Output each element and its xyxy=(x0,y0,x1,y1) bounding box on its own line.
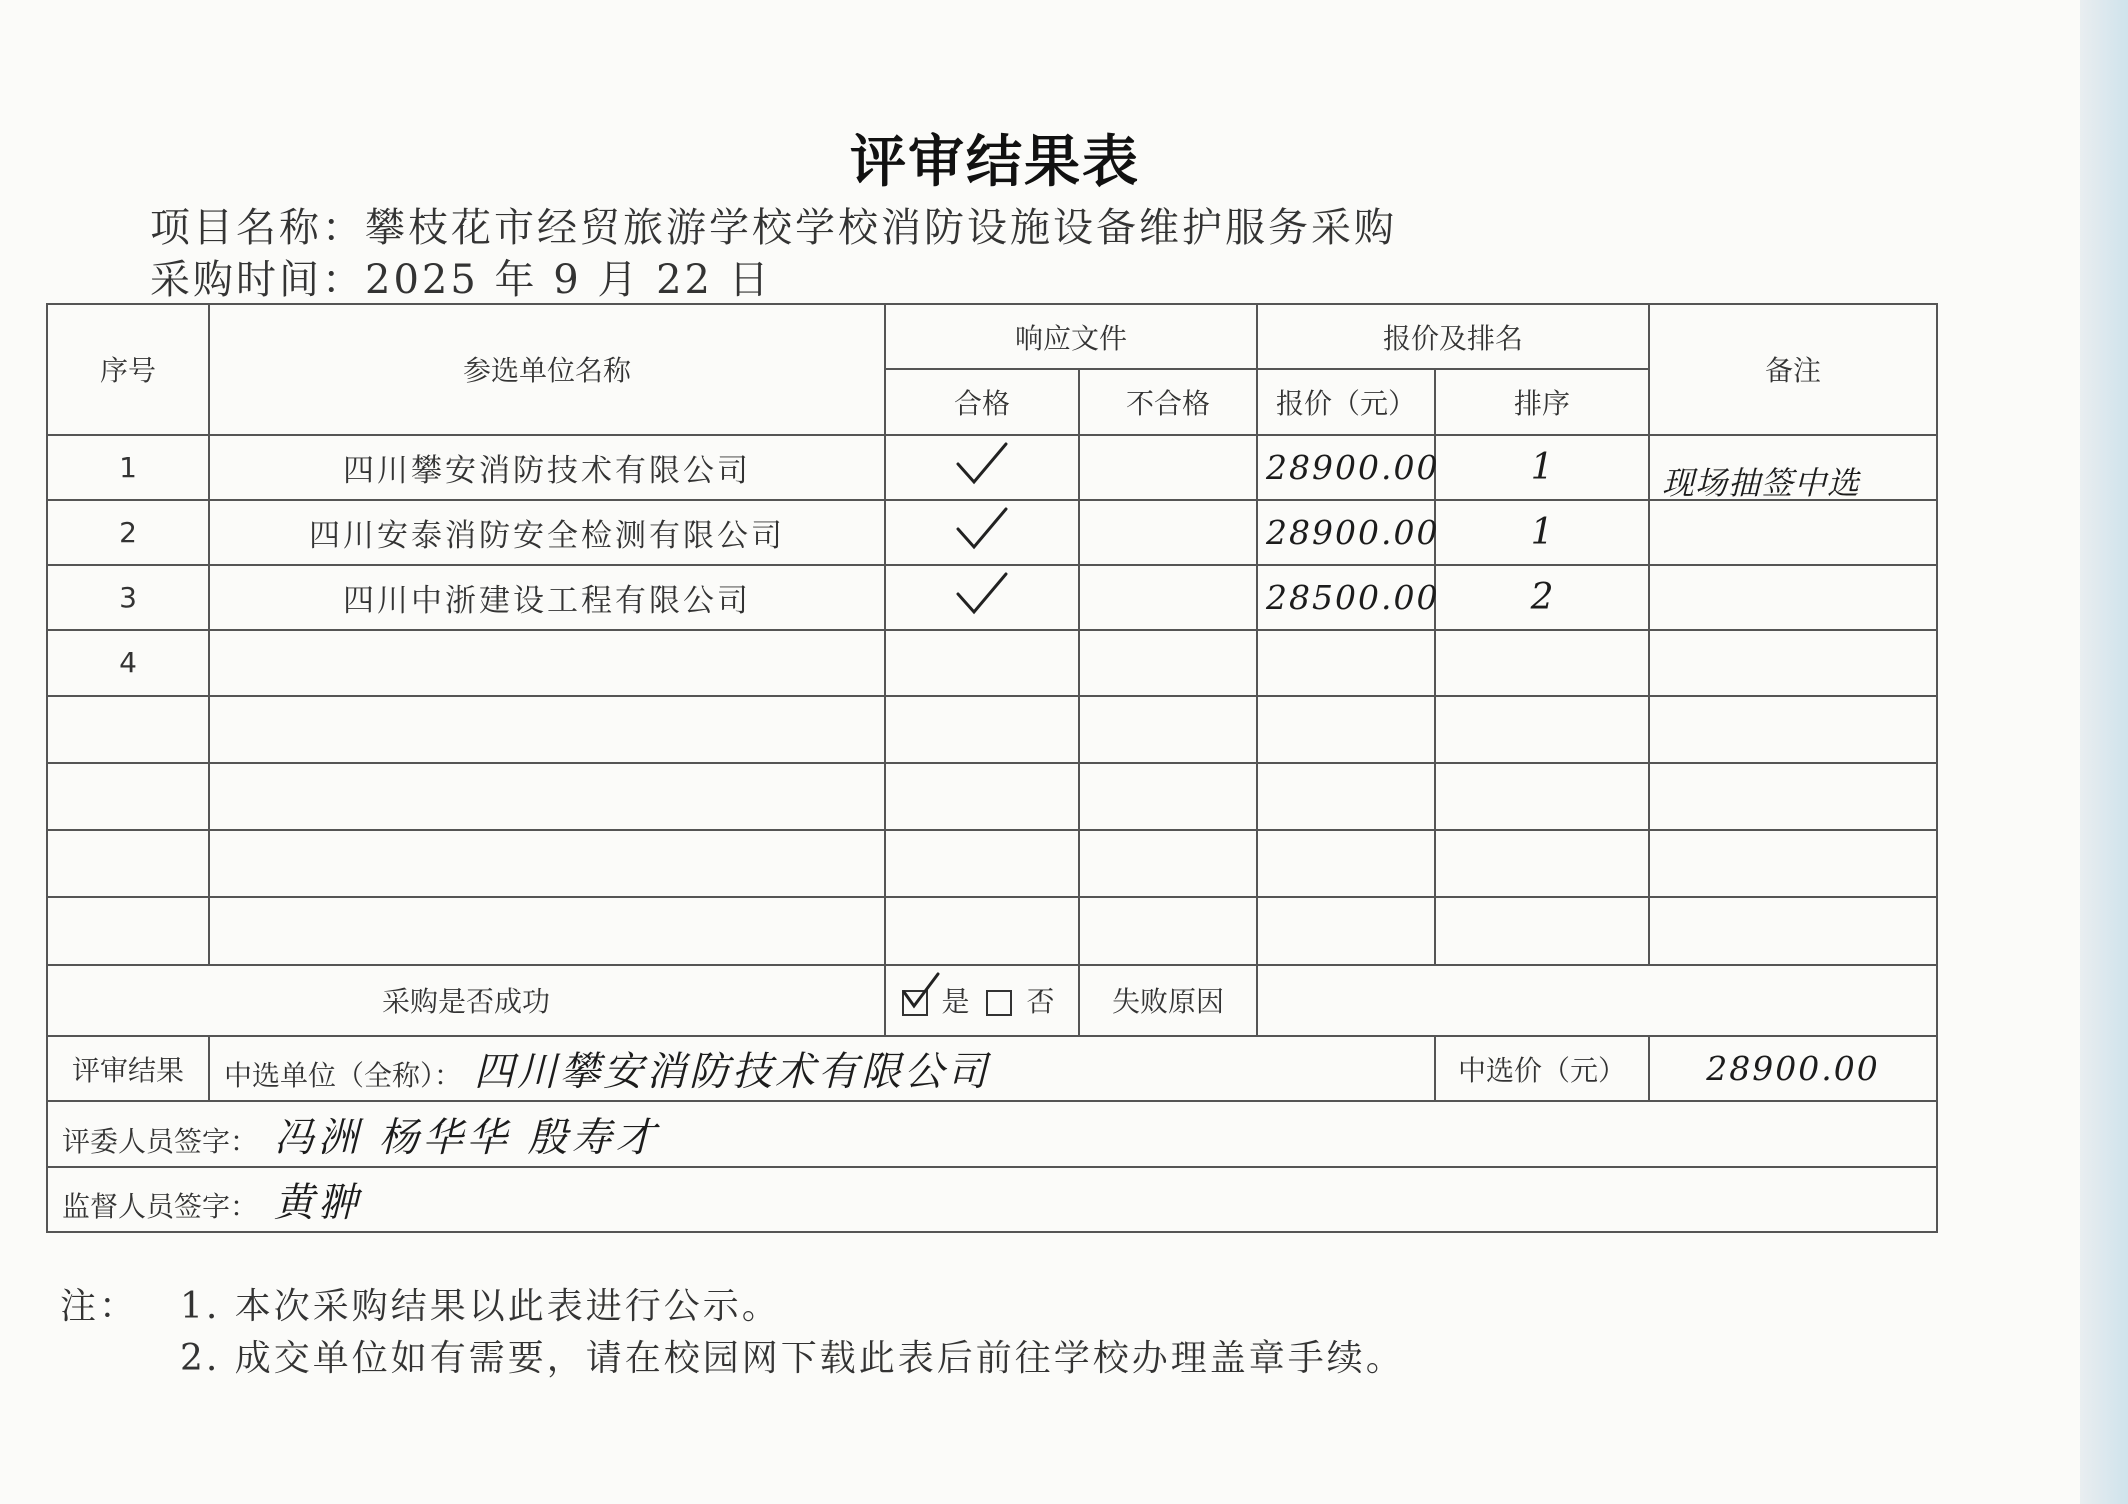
review-result-row xyxy=(47,1036,1937,1101)
header-remark: 备注 xyxy=(1649,304,1937,435)
winning-price-value: 28900.00 xyxy=(1649,1036,1937,1101)
row-unqualified-cell xyxy=(1079,630,1257,695)
row-price: 28900.00 xyxy=(1257,500,1435,565)
row-unqualified-cell xyxy=(1079,565,1257,630)
winning-price-label: 中选价（元） xyxy=(1435,1036,1649,1101)
row-qualified-cell xyxy=(885,500,1079,565)
row-seq: 3 xyxy=(47,565,209,630)
review-result-table xyxy=(46,303,1938,1233)
empty-row xyxy=(47,763,1937,830)
notes-label: 注： xyxy=(60,1286,139,1327)
table-row xyxy=(47,565,1937,630)
winner-label: 中选单位（全称）： xyxy=(224,1059,463,1093)
winner-value: 四川攀安消防技术有限公司 xyxy=(474,1049,991,1096)
row-price: 28500.00 xyxy=(1257,565,1435,630)
project-name-line: 项目名称：攀枝花市经贸旅游学校学校消防设施设备维护服务采购 xyxy=(150,205,1397,251)
page-edge-background xyxy=(2080,0,2128,1504)
procurement-success-row xyxy=(47,965,1937,1036)
fail-reason-label: 失败原因 xyxy=(1079,965,1257,1036)
checkmark-icon xyxy=(954,568,1010,620)
row-unit-name: 四川攀安消防技术有限公司 xyxy=(209,435,885,500)
header-quote-rank: 报价及排名 xyxy=(1257,304,1649,369)
table-row xyxy=(47,630,1937,695)
header-qualified: 合格 xyxy=(885,369,1079,434)
header-price: 报价（元） xyxy=(1257,369,1435,434)
judges-signatures: 冯洲 杨华华 殷寿才 xyxy=(274,1114,660,1161)
header-rank: 排序 xyxy=(1435,369,1649,434)
row-seq: 2 xyxy=(47,500,209,565)
row-qualified-cell xyxy=(885,565,1079,630)
table-row xyxy=(47,500,1937,565)
row-rank: 1 xyxy=(1435,500,1649,565)
row-rank xyxy=(1435,630,1649,695)
notes-section xyxy=(60,1278,1405,1382)
supervisor-label: 监督人员签字： xyxy=(62,1189,259,1223)
note-item: 1. 本次采购结果以此表进行公示。 xyxy=(180,1286,781,1327)
row-qualified-cell xyxy=(885,630,1079,695)
checkmark-icon xyxy=(898,970,942,1010)
empty-row xyxy=(47,696,1937,763)
winner-cell xyxy=(209,1036,1435,1101)
row-remark-cell xyxy=(1649,435,1937,500)
row-unit-name: 四川安泰消防安全检测有限公司 xyxy=(209,500,885,565)
procurement-date-line: 采购时间：2025 年 9 月 22 日 xyxy=(150,257,772,303)
no-checkbox[interactable] xyxy=(986,990,1012,1016)
row-rank: 1 xyxy=(1435,435,1649,500)
success-label: 采购是否成功 xyxy=(47,965,885,1036)
row-unqualified-cell xyxy=(1079,500,1257,565)
header-seq: 序号 xyxy=(47,304,209,435)
checkmark-icon xyxy=(954,503,1010,555)
header-unit-name: 参选单位名称 xyxy=(209,304,885,435)
judges-label: 评委人员签字： xyxy=(62,1124,259,1158)
row-unqualified-cell xyxy=(1079,435,1257,500)
note-item: 2. 成交单位如有需要，请在校园网下载此表后前往学校办理盖章手续。 xyxy=(180,1338,1405,1379)
supervisor-cell xyxy=(47,1167,1937,1232)
row-rank: 2 xyxy=(1435,565,1649,630)
document-title: 评审结果表 xyxy=(850,130,1140,195)
row-remark-cell xyxy=(1649,565,1937,630)
header-response-docs: 响应文件 xyxy=(885,304,1257,369)
judges-signature-row xyxy=(47,1101,1937,1166)
judges-cell xyxy=(47,1101,1937,1166)
empty-row xyxy=(47,897,1937,964)
supervisor-signature: 黄翀 xyxy=(274,1179,363,1226)
row-price xyxy=(1257,630,1435,695)
supervisor-signature-row xyxy=(47,1167,1937,1232)
row-remark-cell xyxy=(1649,630,1937,695)
no-label: 否 xyxy=(1026,985,1055,1019)
header-unqualified: 不合格 xyxy=(1079,369,1257,434)
row-unit-name xyxy=(209,630,885,695)
row-remark-cell xyxy=(1649,500,1937,565)
checkmark-icon xyxy=(954,438,1010,490)
row-qualified-cell xyxy=(885,435,1079,500)
empty-row xyxy=(47,830,1937,897)
row-seq: 1 xyxy=(47,435,209,500)
yes-checkbox[interactable] xyxy=(902,990,928,1016)
row-remark: 现场抽签中选 xyxy=(1662,463,1861,502)
row-seq: 4 xyxy=(47,630,209,695)
row-price: 28900.00 xyxy=(1257,435,1435,500)
result-label: 评审结果 xyxy=(47,1036,209,1101)
fail-reason-value xyxy=(1257,965,1937,1036)
table-row xyxy=(47,435,1937,500)
row-unit-name: 四川中浙建设工程有限公司 xyxy=(209,565,885,630)
yes-label: 是 xyxy=(941,985,970,1019)
success-options-cell xyxy=(885,965,1079,1036)
